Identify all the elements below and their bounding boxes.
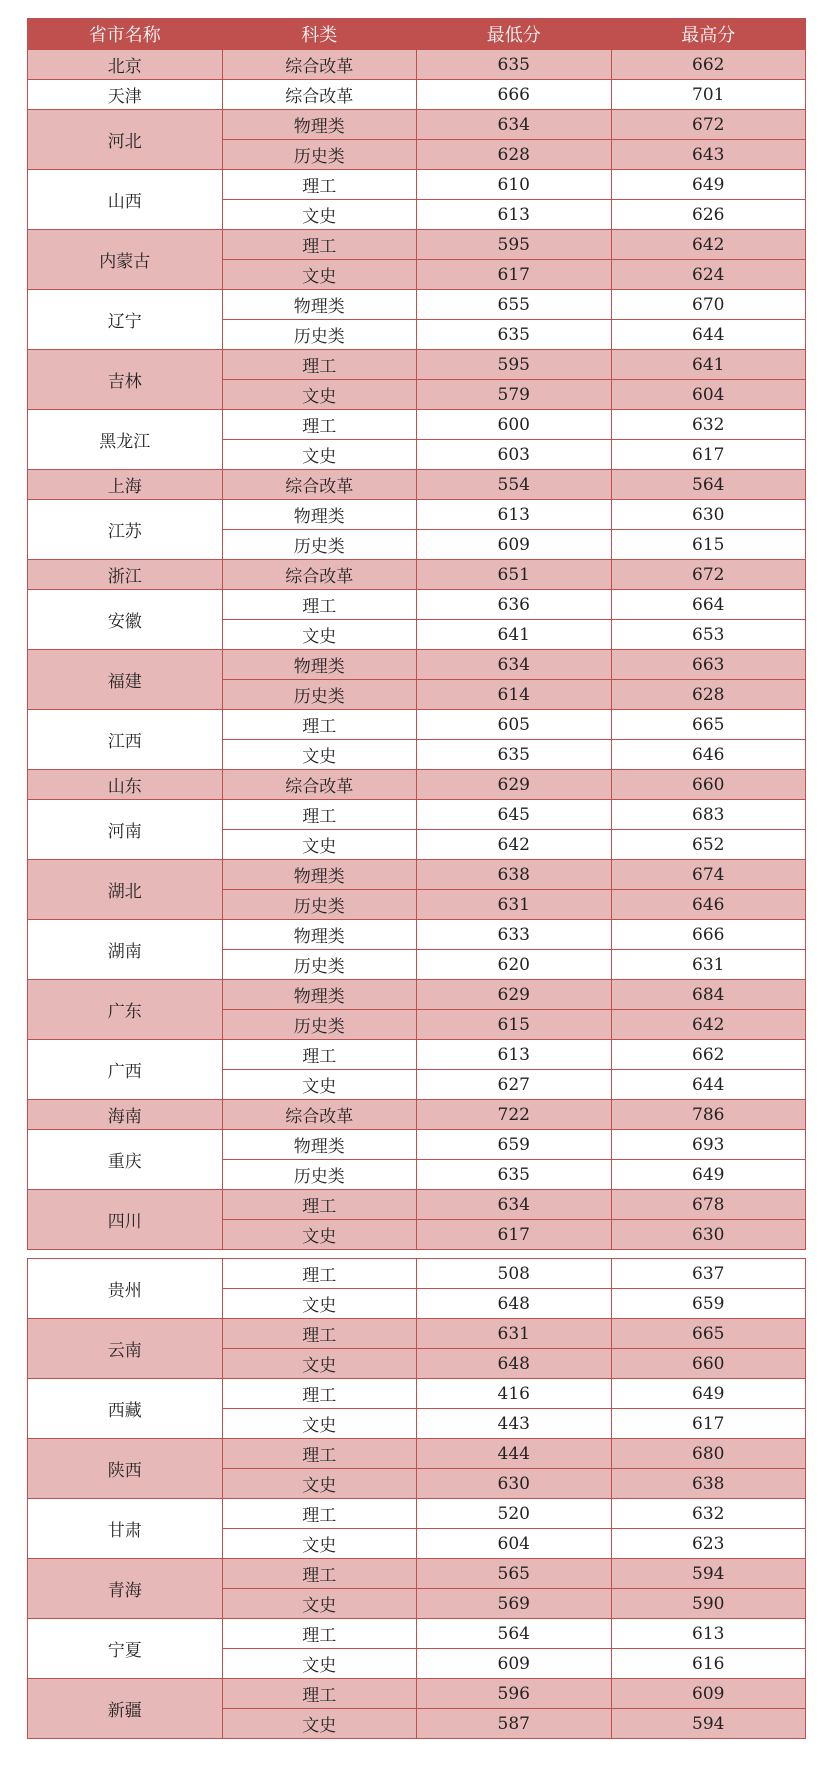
min-score-cell: 610 [417, 170, 612, 200]
max-score-cell: 643 [611, 140, 806, 170]
category-cell: 综合改革 [222, 770, 417, 800]
province-cell: 广东 [28, 980, 223, 1040]
table-row [28, 920, 806, 950]
max-score-cell: 609 [611, 1679, 806, 1709]
table-row [28, 560, 806, 590]
min-score-cell: 613 [417, 200, 612, 230]
min-score-cell: 444 [417, 1439, 612, 1469]
max-score-cell: 649 [611, 1160, 806, 1190]
province-cell: 西藏 [28, 1379, 223, 1439]
max-score-cell: 632 [611, 1499, 806, 1529]
category-cell: 文史 [222, 260, 417, 290]
province-cell: 宁夏 [28, 1619, 223, 1679]
category-cell: 物理类 [222, 980, 417, 1010]
category-cell: 理工 [222, 710, 417, 740]
category-cell: 文史 [222, 380, 417, 410]
table-row [28, 1319, 806, 1349]
min-score-cell: 579 [417, 380, 612, 410]
province-cell: 浙江 [28, 560, 223, 590]
max-score-cell: 680 [611, 1439, 806, 1469]
table-row [28, 1679, 806, 1709]
category-cell: 理工 [222, 1190, 417, 1220]
province-cell: 甘肃 [28, 1499, 223, 1559]
category-cell: 文史 [222, 200, 417, 230]
max-score-cell: 649 [611, 170, 806, 200]
max-score-cell: 630 [611, 500, 806, 530]
province-cell: 内蒙古 [28, 230, 223, 290]
header-category: 科类 [222, 19, 417, 50]
min-score-cell: 634 [417, 1190, 612, 1220]
max-score-cell: 615 [611, 530, 806, 560]
category-cell: 理工 [222, 170, 417, 200]
max-score-cell: 642 [611, 230, 806, 260]
max-score-cell: 646 [611, 890, 806, 920]
max-score-cell: 660 [611, 1349, 806, 1379]
max-score-cell: 644 [611, 1070, 806, 1100]
header-min-score: 最低分 [417, 19, 612, 50]
table-row [28, 410, 806, 440]
category-cell: 理工 [222, 1679, 417, 1709]
province-cell: 辽宁 [28, 290, 223, 350]
category-cell: 理工 [222, 1379, 417, 1409]
max-score-cell: 631 [611, 950, 806, 980]
category-cell: 文史 [222, 1289, 417, 1319]
min-score-cell: 609 [417, 1649, 612, 1679]
min-score-cell: 631 [417, 1319, 612, 1349]
max-score-cell: 664 [611, 590, 806, 620]
max-score-cell: 626 [611, 200, 806, 230]
max-score-cell: 693 [611, 1130, 806, 1160]
max-score-cell: 653 [611, 620, 806, 650]
max-score-cell: 665 [611, 710, 806, 740]
min-score-cell: 642 [417, 830, 612, 860]
table-row [28, 860, 806, 890]
min-score-cell: 416 [417, 1379, 612, 1409]
category-cell: 文史 [222, 1469, 417, 1499]
province-cell: 天津 [28, 80, 223, 110]
min-score-cell: 633 [417, 920, 612, 950]
min-score-cell: 628 [417, 140, 612, 170]
max-score-cell: 644 [611, 320, 806, 350]
category-cell: 历史类 [222, 320, 417, 350]
min-score-cell: 651 [417, 560, 612, 590]
province-cell: 上海 [28, 470, 223, 500]
table-row [28, 80, 806, 110]
category-cell: 物理类 [222, 860, 417, 890]
province-cell: 山西 [28, 170, 223, 230]
province-cell: 重庆 [28, 1130, 223, 1190]
min-score-cell: 617 [417, 1220, 612, 1250]
province-cell: 山东 [28, 770, 223, 800]
province-cell: 陕西 [28, 1439, 223, 1499]
min-score-cell: 600 [417, 410, 612, 440]
category-cell: 文史 [222, 440, 417, 470]
min-score-cell: 587 [417, 1709, 612, 1739]
max-score-cell: 613 [611, 1619, 806, 1649]
province-cell: 福建 [28, 650, 223, 710]
min-score-cell: 613 [417, 1040, 612, 1070]
min-score-cell: 636 [417, 590, 612, 620]
max-score-cell: 638 [611, 1469, 806, 1499]
max-score-cell: 649 [611, 1379, 806, 1409]
min-score-cell: 595 [417, 230, 612, 260]
min-score-cell: 629 [417, 770, 612, 800]
min-score-cell: 615 [417, 1010, 612, 1040]
max-score-cell: 642 [611, 1010, 806, 1040]
category-cell: 物理类 [222, 650, 417, 680]
table-row [28, 650, 806, 680]
min-score-cell: 595 [417, 350, 612, 380]
max-score-cell: 594 [611, 1559, 806, 1589]
province-cell: 安徽 [28, 590, 223, 650]
category-cell: 综合改革 [222, 470, 417, 500]
province-cell: 河南 [28, 800, 223, 860]
max-score-cell: 666 [611, 920, 806, 950]
score-table-part1 [27, 18, 806, 1250]
score-table-part2 [27, 1258, 806, 1739]
category-cell: 文史 [222, 1349, 417, 1379]
table-row [28, 1619, 806, 1649]
max-score-cell: 646 [611, 740, 806, 770]
max-score-cell: 663 [611, 650, 806, 680]
table-body [28, 50, 806, 1250]
min-score-cell: 666 [417, 80, 612, 110]
category-cell: 理工 [222, 1040, 417, 1070]
max-score-cell: 617 [611, 440, 806, 470]
category-cell: 综合改革 [222, 80, 417, 110]
max-score-cell: 672 [611, 110, 806, 140]
category-cell: 物理类 [222, 110, 417, 140]
table-row [28, 800, 806, 830]
min-score-cell: 620 [417, 950, 612, 980]
table-row [28, 1259, 806, 1289]
max-score-cell: 662 [611, 50, 806, 80]
min-score-cell: 634 [417, 110, 612, 140]
table-row [28, 1439, 806, 1469]
category-cell: 理工 [222, 230, 417, 260]
min-score-cell: 617 [417, 260, 612, 290]
table-row [28, 980, 806, 1010]
table-row [28, 1379, 806, 1409]
province-cell: 云南 [28, 1319, 223, 1379]
table-row [28, 1040, 806, 1070]
max-score-cell: 670 [611, 290, 806, 320]
category-cell: 理工 [222, 590, 417, 620]
max-score-cell: 660 [611, 770, 806, 800]
min-score-cell: 655 [417, 290, 612, 320]
min-score-cell: 641 [417, 620, 612, 650]
min-score-cell: 604 [417, 1529, 612, 1559]
category-cell: 理工 [222, 800, 417, 830]
province-cell: 新疆 [28, 1679, 223, 1739]
province-cell: 江苏 [28, 500, 223, 560]
max-score-cell: 678 [611, 1190, 806, 1220]
province-cell: 湖南 [28, 920, 223, 980]
category-cell: 理工 [222, 1259, 417, 1289]
category-cell: 历史类 [222, 680, 417, 710]
category-cell: 文史 [222, 620, 417, 650]
min-score-cell: 614 [417, 680, 612, 710]
max-score-cell: 617 [611, 1409, 806, 1439]
min-score-cell: 520 [417, 1499, 612, 1529]
min-score-cell: 722 [417, 1100, 612, 1130]
min-score-cell: 609 [417, 530, 612, 560]
table-row [28, 1499, 806, 1529]
category-cell: 物理类 [222, 920, 417, 950]
category-cell: 历史类 [222, 1160, 417, 1190]
header-max-score: 最高分 [611, 19, 806, 50]
table-header-row [28, 19, 806, 50]
min-score-cell: 638 [417, 860, 612, 890]
province-cell: 湖北 [28, 860, 223, 920]
min-score-cell: 635 [417, 1160, 612, 1190]
min-score-cell: 648 [417, 1349, 612, 1379]
category-cell: 物理类 [222, 500, 417, 530]
min-score-cell: 645 [417, 800, 612, 830]
category-cell: 物理类 [222, 290, 417, 320]
max-score-cell: 637 [611, 1259, 806, 1289]
category-cell: 文史 [222, 1529, 417, 1559]
min-score-cell: 631 [417, 890, 612, 920]
category-cell: 文史 [222, 830, 417, 860]
province-cell: 青海 [28, 1559, 223, 1619]
min-score-cell: 569 [417, 1589, 612, 1619]
table-row [28, 1559, 806, 1589]
min-score-cell: 613 [417, 500, 612, 530]
min-score-cell: 603 [417, 440, 612, 470]
category-cell: 文史 [222, 740, 417, 770]
province-cell: 贵州 [28, 1259, 223, 1319]
max-score-cell: 632 [611, 410, 806, 440]
table-row [28, 470, 806, 500]
province-cell: 江西 [28, 710, 223, 770]
min-score-cell: 565 [417, 1559, 612, 1589]
max-score-cell: 659 [611, 1289, 806, 1319]
category-cell: 综合改革 [222, 50, 417, 80]
category-cell: 文史 [222, 1070, 417, 1100]
table-row [28, 770, 806, 800]
max-score-cell: 786 [611, 1100, 806, 1130]
max-score-cell: 628 [611, 680, 806, 710]
min-score-cell: 635 [417, 320, 612, 350]
score-table-page [27, 18, 805, 1739]
max-score-cell: 594 [611, 1709, 806, 1739]
min-score-cell: 635 [417, 740, 612, 770]
category-cell: 理工 [222, 1499, 417, 1529]
min-score-cell: 508 [417, 1259, 612, 1289]
max-score-cell: 652 [611, 830, 806, 860]
table-row [28, 170, 806, 200]
table-row [28, 500, 806, 530]
category-cell: 理工 [222, 1619, 417, 1649]
max-score-cell: 624 [611, 260, 806, 290]
category-cell: 文史 [222, 1649, 417, 1679]
table-row [28, 230, 806, 260]
table-row [28, 110, 806, 140]
category-cell: 综合改革 [222, 560, 417, 590]
max-score-cell: 641 [611, 350, 806, 380]
header-province: 省市名称 [28, 19, 223, 50]
category-cell: 历史类 [222, 530, 417, 560]
table-row [28, 290, 806, 320]
min-score-cell: 554 [417, 470, 612, 500]
table-row [28, 1130, 806, 1160]
max-score-cell: 623 [611, 1529, 806, 1559]
province-cell: 北京 [28, 50, 223, 80]
max-score-cell: 672 [611, 560, 806, 590]
min-score-cell: 627 [417, 1070, 612, 1100]
category-cell: 历史类 [222, 1010, 417, 1040]
province-cell: 海南 [28, 1100, 223, 1130]
max-score-cell: 701 [611, 80, 806, 110]
category-cell: 理工 [222, 1319, 417, 1349]
category-cell: 历史类 [222, 890, 417, 920]
min-score-cell: 629 [417, 980, 612, 1010]
category-cell: 历史类 [222, 140, 417, 170]
category-cell: 理工 [222, 350, 417, 380]
max-score-cell: 590 [611, 1589, 806, 1619]
category-cell: 文史 [222, 1589, 417, 1619]
max-score-cell: 616 [611, 1649, 806, 1679]
category-cell: 理工 [222, 1559, 417, 1589]
table-body [28, 1259, 806, 1739]
province-cell: 黑龙江 [28, 410, 223, 470]
category-cell: 理工 [222, 1439, 417, 1469]
min-score-cell: 596 [417, 1679, 612, 1709]
max-score-cell: 674 [611, 860, 806, 890]
category-cell: 文史 [222, 1409, 417, 1439]
province-cell: 四川 [28, 1190, 223, 1250]
category-cell: 理工 [222, 410, 417, 440]
category-cell: 物理类 [222, 1130, 417, 1160]
min-score-cell: 648 [417, 1289, 612, 1319]
min-score-cell: 443 [417, 1409, 612, 1439]
min-score-cell: 630 [417, 1469, 612, 1499]
table-row [28, 1100, 806, 1130]
min-score-cell: 605 [417, 710, 612, 740]
province-cell: 吉林 [28, 350, 223, 410]
table-row [28, 590, 806, 620]
max-score-cell: 683 [611, 800, 806, 830]
table-row [28, 1190, 806, 1220]
max-score-cell: 630 [611, 1220, 806, 1250]
category-cell: 历史类 [222, 950, 417, 980]
category-cell: 综合改革 [222, 1100, 417, 1130]
max-score-cell: 665 [611, 1319, 806, 1349]
min-score-cell: 659 [417, 1130, 612, 1160]
min-score-cell: 564 [417, 1619, 612, 1649]
province-cell: 广西 [28, 1040, 223, 1100]
table-row [28, 710, 806, 740]
table-row [28, 50, 806, 80]
category-cell: 文史 [222, 1220, 417, 1250]
max-score-cell: 684 [611, 980, 806, 1010]
min-score-cell: 634 [417, 650, 612, 680]
max-score-cell: 604 [611, 380, 806, 410]
max-score-cell: 662 [611, 1040, 806, 1070]
table-row [28, 350, 806, 380]
province-cell: 河北 [28, 110, 223, 170]
max-score-cell: 564 [611, 470, 806, 500]
min-score-cell: 635 [417, 50, 612, 80]
category-cell: 文史 [222, 1709, 417, 1739]
